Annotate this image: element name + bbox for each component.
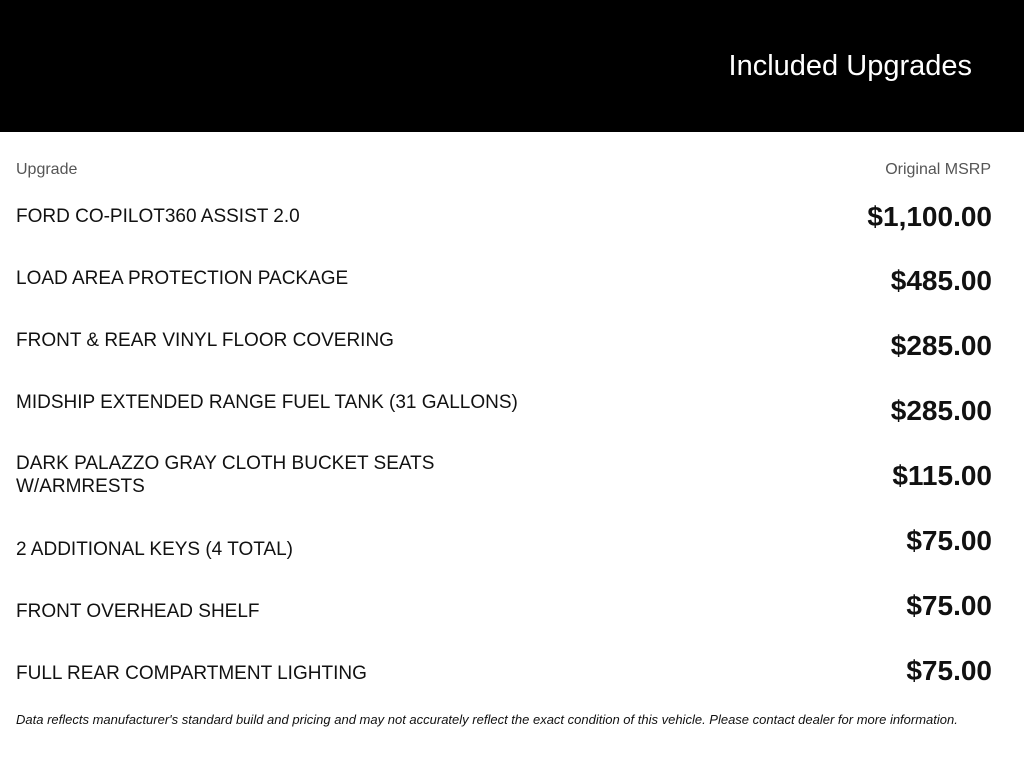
disclaimer-text: Data reflects manufacturer's standard build and pricing and may not accurately reflect the exact condition of this vehicle. Please contact dealer for more information. — [16, 712, 958, 727]
upgrade-name: MIDSHIP EXTENDED RANGE FUEL TANK (31 GALLONS) — [16, 392, 518, 413]
upgrade-name: FRONT & REAR VINYL FLOOR COVERING — [16, 330, 394, 351]
upgrade-name: FORD CO-PILOT360 ASSIST 2.0 — [16, 206, 300, 227]
page-title: Included Upgrades — [728, 50, 972, 82]
upgrade-name: FULL REAR COMPARTMENT LIGHTING — [16, 663, 367, 684]
upgrade-name: LOAD AREA PROTECTION PACKAGE — [16, 268, 349, 289]
upgrade-row — [0, 267, 1024, 329]
upgrade-price: $285.00 — [890, 330, 992, 361]
upgrade-price: $75.00 — [906, 525, 992, 556]
upgrade-price: $75.00 — [906, 655, 992, 686]
upgrade-row — [0, 525, 1024, 600]
upgrade-row — [0, 391, 1024, 453]
upgrade-row — [0, 329, 1024, 391]
upgrade-name: DARK PALAZZO GRAY CLOTH BUCKET SEATS W/ARMRESTS — [16, 453, 435, 497]
upgrade-price: $285.00 — [890, 395, 992, 426]
upgrade-price: $75.00 — [906, 590, 992, 621]
upgrade-row — [0, 590, 1024, 662]
upgrade-price: $1,100.00 — [867, 201, 992, 232]
upgrade-price: $485.00 — [890, 265, 992, 296]
upgrade-price: $115.00 — [892, 460, 992, 491]
upgrade-row — [0, 201, 1024, 267]
page-header — [0, 0, 1024, 132]
column-header-upgrade: Upgrade — [16, 161, 78, 178]
column-header-msrp: Original MSRP — [885, 161, 991, 178]
upgrade-name: FRONT OVERHEAD SHELF — [16, 601, 260, 622]
upgrade-name: 2 ADDITIONAL KEYS (4 TOTAL) — [16, 539, 293, 560]
upgrade-row — [0, 452, 1024, 514]
